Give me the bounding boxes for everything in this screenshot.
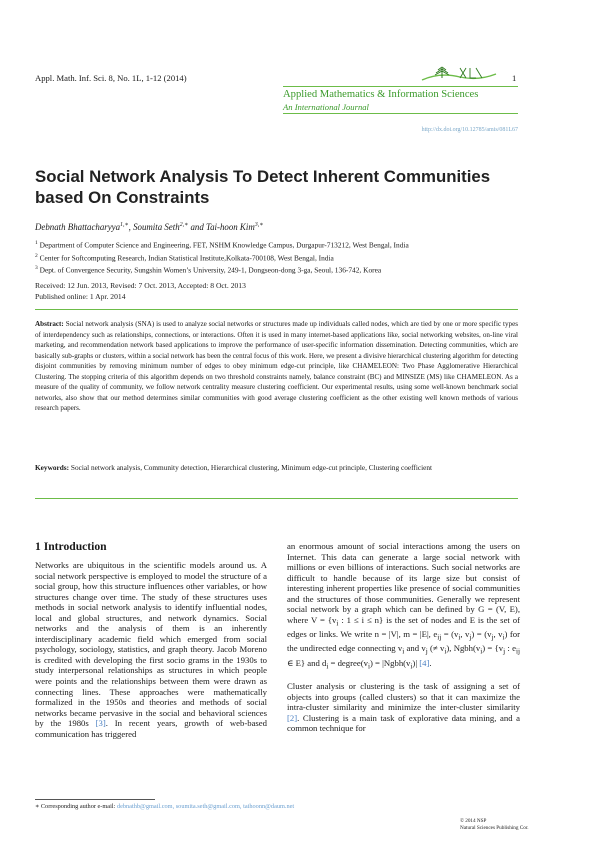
header-rule-lower	[283, 113, 518, 114]
keywords-label: Keywords:	[35, 463, 70, 472]
email-links[interactable]: debnathb@gmail.com, soumita.seth@gmail.com, taihoonn@daum.net	[116, 803, 295, 810]
paragraph-text: ) = (v	[471, 629, 492, 640]
author-separator: and	[188, 221, 206, 232]
author-name: Debnath Bhattacharyya	[35, 221, 121, 232]
paragraph-text: : e	[505, 643, 516, 654]
paragraph-text: and v	[404, 643, 426, 654]
footnote-rule	[35, 799, 155, 800]
paragraph-text: Cluster analysis or clustering is the task of assigning a set of objects into groups (called clusters) so that it can maximize the intra-cluster similarity and minimize the inter-cluster similarity	[287, 680, 520, 713]
affiliation-text: Center for Softcomputing Research, Indian Statistical Institute,Kolkata-700108, West Bengal, India	[39, 253, 334, 263]
paragraph-text: ∈ E} and d	[287, 657, 327, 668]
paragraph-text: . In recent years, growth of web-based communication has triggered	[35, 718, 268, 739]
paragraph-text: .	[429, 657, 432, 668]
nsp-logo-icon	[420, 62, 498, 84]
author-name: Tai-hoon Kim	[205, 221, 255, 232]
affiliation	[35, 263, 535, 276]
publication-dates	[35, 281, 246, 302]
paragraph-text: (≠ v	[427, 643, 445, 654]
body-column-left	[35, 560, 267, 739]
journal-name: Applied Mathematics & Information Sciences	[283, 89, 479, 100]
author-list	[35, 221, 263, 232]
affiliation-number: 3	[35, 265, 38, 272]
author-sup: 2,∗	[179, 222, 189, 228]
author-name: Soumita Seth	[133, 221, 180, 232]
doi-link[interactable]: http://dx.doi.org/10.12785/amis/081L67	[421, 127, 518, 133]
journal-citation: Appl. Math. Inf. Sci. 8, No. 1L, 1-12 (2014)	[35, 73, 187, 83]
abstract-rule-top	[35, 309, 518, 310]
section-heading: 1 Introduction	[35, 540, 107, 553]
dates-received: Received: 12 Jun. 2013, Revised: 7 Oct. 2013, Accepted: 8 Oct. 2013	[35, 281, 246, 290]
abstract-text: Social network analysis (SNA) is used to analyze social networks or structures made up individuals called nodes, which are tied by one or more specific types of interdependency such as relationships, connections, or interactions. Often it is used in many internet-based applications like, social networking websites, on-line viral marketing, and recommendation network based applications to improve the performance of user-specific information dissemination. Detecting communities, which are basically sub-graphs or clusters, within a social network has been the central focus of this work. Here, we present a divisive hierarchical clustering algorithm for detecting disjoint communities by removing minimum number of edges to obey minimum edge-cut principle, like CHAMELEON: Two Phase Agglomerative Hierarchical Clustering. The stopping criteria of this algorithm depends on two threshold constraints namely, balance constraint (BC) and MINSIZE (MS) like CHAMELEON. As a measure of the quality of community, we follow network centrality measure clustering coefficient. Our experimental results, using some well-known benchmark social networks, also show that our method determines similar communities with good average clustering coefficient as the other existing well known methods of various research papers.	[35, 320, 519, 412]
journal-subtitle: An International Journal	[283, 102, 369, 112]
footnote	[35, 803, 294, 810]
abstract-rule-bottom	[35, 498, 518, 499]
copyright	[460, 818, 529, 832]
paragraph-text: an enormous amount of social interactions among the users on Internet. This data can generate a large social network with millions or even billions of interactions. Such social networks are difficult to handle because of its large size but consist of interesting inherent properties like presence of social communities and the structures of those communities. Generally we represent social network by a graph which can be defined by G = (V, E), where V = {v	[287, 541, 520, 625]
paragraph	[35, 560, 267, 739]
paragraph-text: ) = {v	[482, 643, 504, 654]
affiliation-text: Department of Computer Science and Engineering, FET, NSHM Knowledge Campus, Durgapur-713212, West Bengal, India	[39, 240, 409, 250]
dates-published: Published online: 1 Apr. 2014	[35, 291, 126, 301]
page-number: 1	[512, 73, 517, 83]
body-column-right	[287, 541, 520, 743]
paragraph-text: = (v	[441, 629, 459, 640]
affiliation	[35, 251, 535, 264]
paragraph-text: )|	[412, 657, 420, 668]
abstract-label: Abstract:	[35, 320, 64, 328]
affiliation	[35, 238, 535, 251]
header-rule	[283, 86, 518, 87]
copyright-line: © 2014 NSP	[460, 818, 487, 824]
paragraph-text: ), Ngbh(v	[446, 643, 481, 654]
footnote-label: ∗ Corresponding author e-mail:	[35, 803, 117, 810]
affiliations	[35, 238, 535, 276]
paragraph-text: ) = |Ngbh(v	[369, 657, 411, 668]
paragraph-text: ) for the undirected edge connecting v	[287, 629, 521, 654]
paragraph-text: . Clustering is a main task of explorative data mining, and a common technique for	[287, 712, 520, 734]
affiliation-text: Dept. of Convergence Security, Sungshin Women’s University, 249-1, Dongseon-dong 3-ga, Seoul, 136-742, Korea	[39, 265, 382, 275]
affiliation-number: 1	[35, 240, 38, 246]
citation-link[interactable]: [2]	[287, 712, 298, 723]
copyright-publisher: Natural Sciences Publishing Cor.	[460, 825, 529, 831]
author-sup: 3,∗	[254, 222, 264, 228]
paragraph-text: Networks are ubiquitous in the scientific models around us. A social network perspective is employed to model the structure of a social group, how this structure influences other variables, or how structures change over time. The study of these structures uses methods in social network analysis to identify influential nodes, local and global structures, and network dynamics. Social networks and the analysis of them is an inherently interdisciplinary academic field which emerged from social psychology, sociology, statistics, and graph theory. Jacob Moreno is credited with developing the first socio grams in the 1930s to study interpersonal relationships as structures in which people were points and the relationships between them were drawn as connecting lines. These approaches were mathematically formalized in the 1950s and theories and methods of social networks became pervasive in the social and behavioral sciences by the 1980s	[35, 560, 267, 729]
paragraph-text: : 1 ≤ i ≤ n} is the set of nodes and E is the set of edges or links. We write n = |V|, m = |E|, e	[287, 614, 520, 640]
author-separator: ,	[128, 221, 134, 232]
paragraph	[287, 681, 520, 734]
article-title: Social Network Analysis To Detect Inherent Communities based On Constraints	[35, 167, 491, 207]
keywords	[35, 463, 518, 474]
author-sup: 1,∗	[120, 222, 129, 228]
paragraph: an enormous amount of social interactions among the users on Internet. This data can generate a large social network with millions or even billions of interactions. Such social networks are difficult to handle because of its large size but consist of interesting inherent properties like presence of social communities and the structures of those communities. Generally we represent social network by a graph which can be defined by G = (V, E), where $V = \{v_i$ : 1 ≤ i ≤ n} is the set of nodes and E is the set of edges or links. We write n = |V|, m = |E|, $e_{ij} = (v_i$, $v_j) = (v_j$, $v_i$) for the undirected edge connecting $v_i$ and $v_j$ (≠ $v_i$), $Ngbh(v_i) = \{v_j$ : $e_{ij}$ ∈ E} and $d_i$ = $degree(v_i)$ = $|Ngbh(v_i)|$ [4].	[287, 541, 521, 671]
affiliation-number: 2	[35, 252, 38, 259]
abstract	[35, 319, 518, 414]
citation-link[interactable]: [4]	[419, 657, 430, 668]
citation-link[interactable]: [3]	[95, 718, 106, 729]
paragraph-text: = degree(v	[328, 657, 368, 668]
keywords-text: Social network analysis, Community detection, Hierarchical clustering, Minimum edge-cut principle, Clustering coefficient	[70, 463, 433, 472]
